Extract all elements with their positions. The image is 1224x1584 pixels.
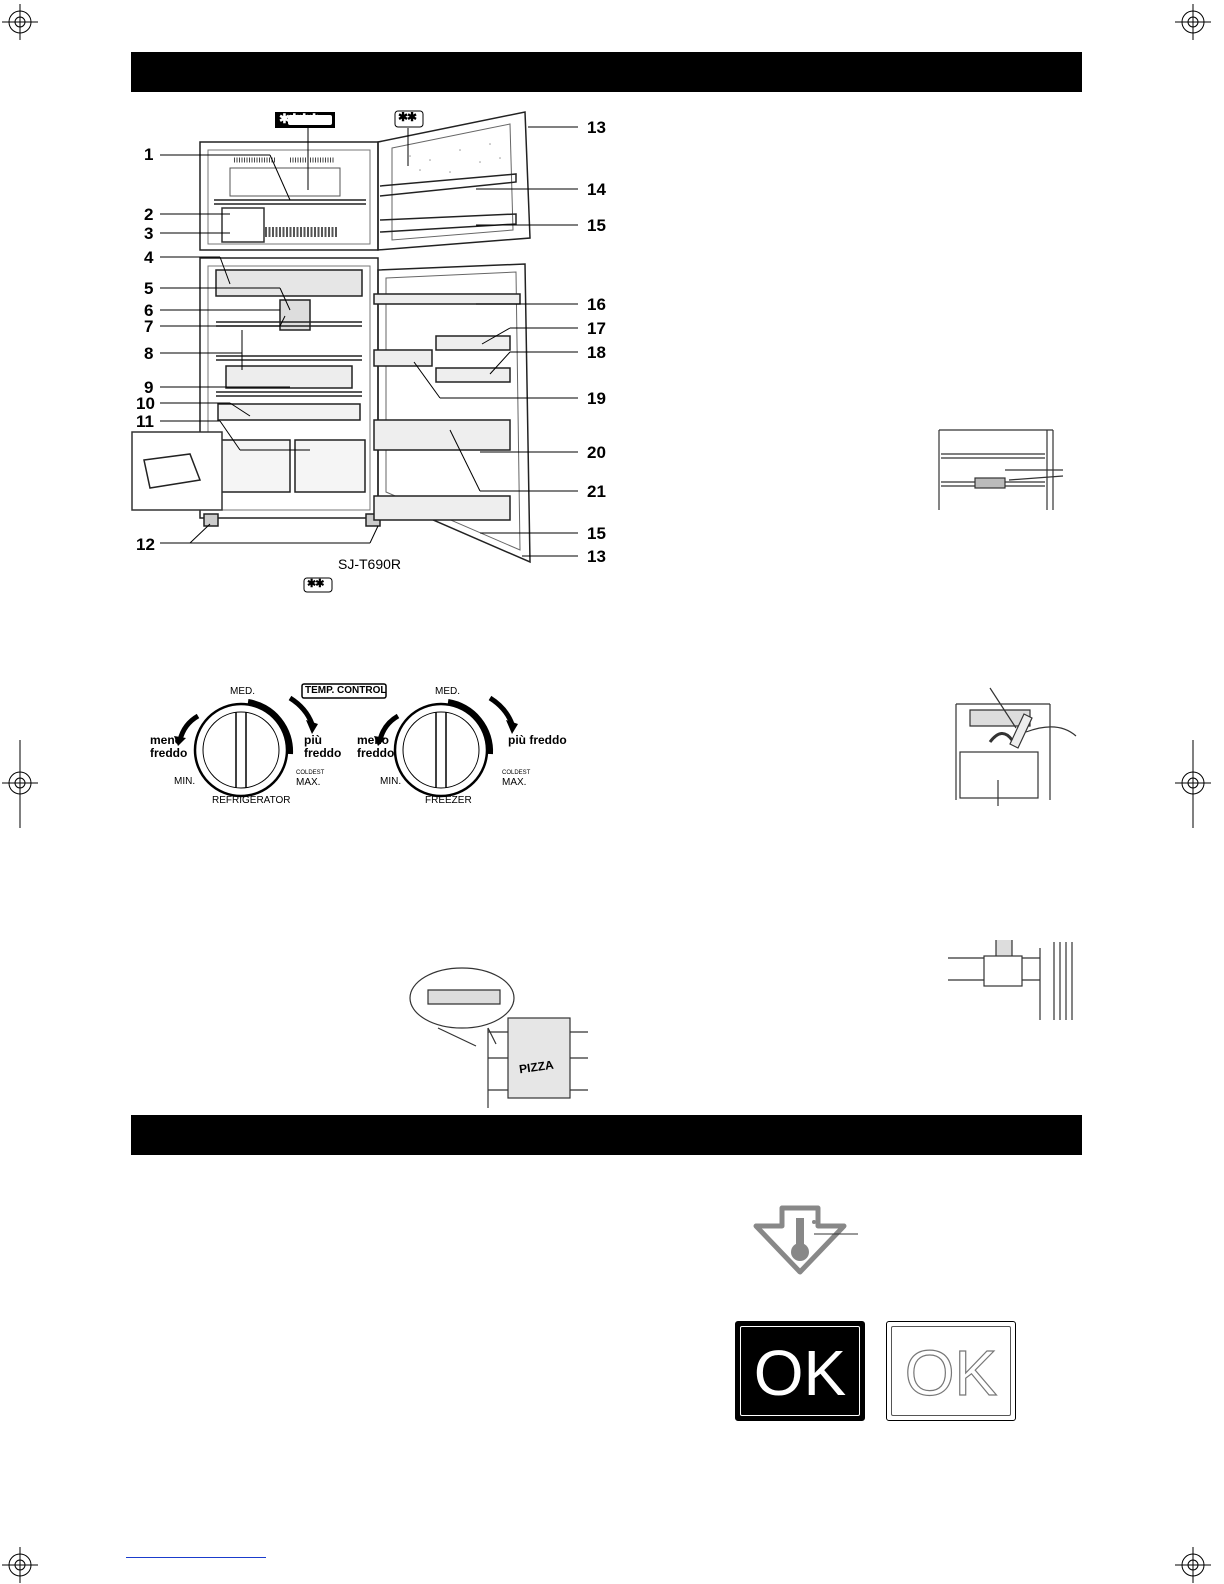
- ok-indicator-solid: [735, 1321, 865, 1421]
- part-label-15b: 15: [587, 524, 606, 543]
- part-label-21: 21: [587, 482, 606, 501]
- part-label-10: 10: [136, 394, 155, 413]
- refrigerator-min-label: MIN.: [174, 776, 196, 787]
- freezer-med-label: MED.: [435, 686, 460, 697]
- part-label-15: 15: [587, 216, 606, 235]
- ok-solid-text: OK: [753, 1337, 847, 1409]
- ok-outline-text: OK: [904, 1337, 998, 1409]
- refrigerator-colder-label: più freddo: [304, 733, 342, 760]
- part-label-6: 6: [144, 301, 154, 320]
- part-label-3: 3: [144, 224, 154, 243]
- part-label-19: 19: [587, 389, 606, 408]
- part-label-1: 1: [144, 145, 154, 164]
- refrigerator-med-label: MED.: [230, 686, 255, 697]
- model-name: SJ-T690R: [338, 556, 402, 572]
- part-label-13: 13: [587, 118, 606, 137]
- refrigerator-coldest-label: COLDEST: [296, 770, 325, 776]
- freezer-coldest-label: COLDEST: [502, 770, 531, 776]
- part-label-7: 7: [144, 317, 154, 336]
- part-label-18: 18: [587, 343, 606, 362]
- temperature-indicator-icon: [752, 1204, 862, 1276]
- two-star-symbol: ✱✱: [398, 110, 417, 124]
- part-label-13b: 13: [587, 547, 606, 566]
- four-star-symbol: ✱✱✱✱: [279, 111, 319, 126]
- part-label-12: 12: [136, 535, 155, 554]
- refrigerator-dial-name: REFRIGERATOR: [212, 795, 291, 806]
- pizza-box-label: PIZZA: [518, 1057, 555, 1077]
- shelf-detail-illustration: [935, 426, 1065, 510]
- part-label-16: 16: [587, 295, 606, 314]
- refrigerator-diagram: [130, 100, 630, 600]
- part-label-17: 17: [587, 319, 606, 338]
- part-label-4: 4: [144, 248, 154, 267]
- part-label-9: 9: [144, 378, 154, 397]
- freezer-max-label: MAX.: [502, 777, 527, 788]
- part-label-5: 5: [144, 279, 154, 298]
- part-label-14: 14: [587, 180, 606, 199]
- part-label-2: 2: [144, 205, 154, 224]
- temp-control-badge: TEMP. CONTROL: [305, 685, 387, 696]
- bottle-holder-illustration: [944, 940, 1076, 1024]
- part-label-8: 8: [144, 344, 154, 363]
- footer-line: [126, 1557, 266, 1558]
- part-label-20: 20: [587, 443, 606, 462]
- freezer-dial-name: FREEZER: [425, 795, 472, 806]
- refrigerator-warmer-label: meno freddo: [150, 733, 188, 760]
- part-label-11: 11: [136, 412, 154, 431]
- pizza-shelf-illustration: [408, 966, 592, 1108]
- freezer-warmer-label: meno freddo: [357, 733, 395, 760]
- two-star-symbol-footnote: ✱✱: [307, 578, 324, 590]
- refrigerator-max-label: MAX.: [296, 777, 321, 788]
- ok-indicator-outline: [886, 1321, 1016, 1421]
- freezer-colder-label: più freddo: [508, 733, 567, 747]
- ice-tray-illustration: [950, 680, 1080, 810]
- freezer-min-label: MIN.: [380, 776, 402, 787]
